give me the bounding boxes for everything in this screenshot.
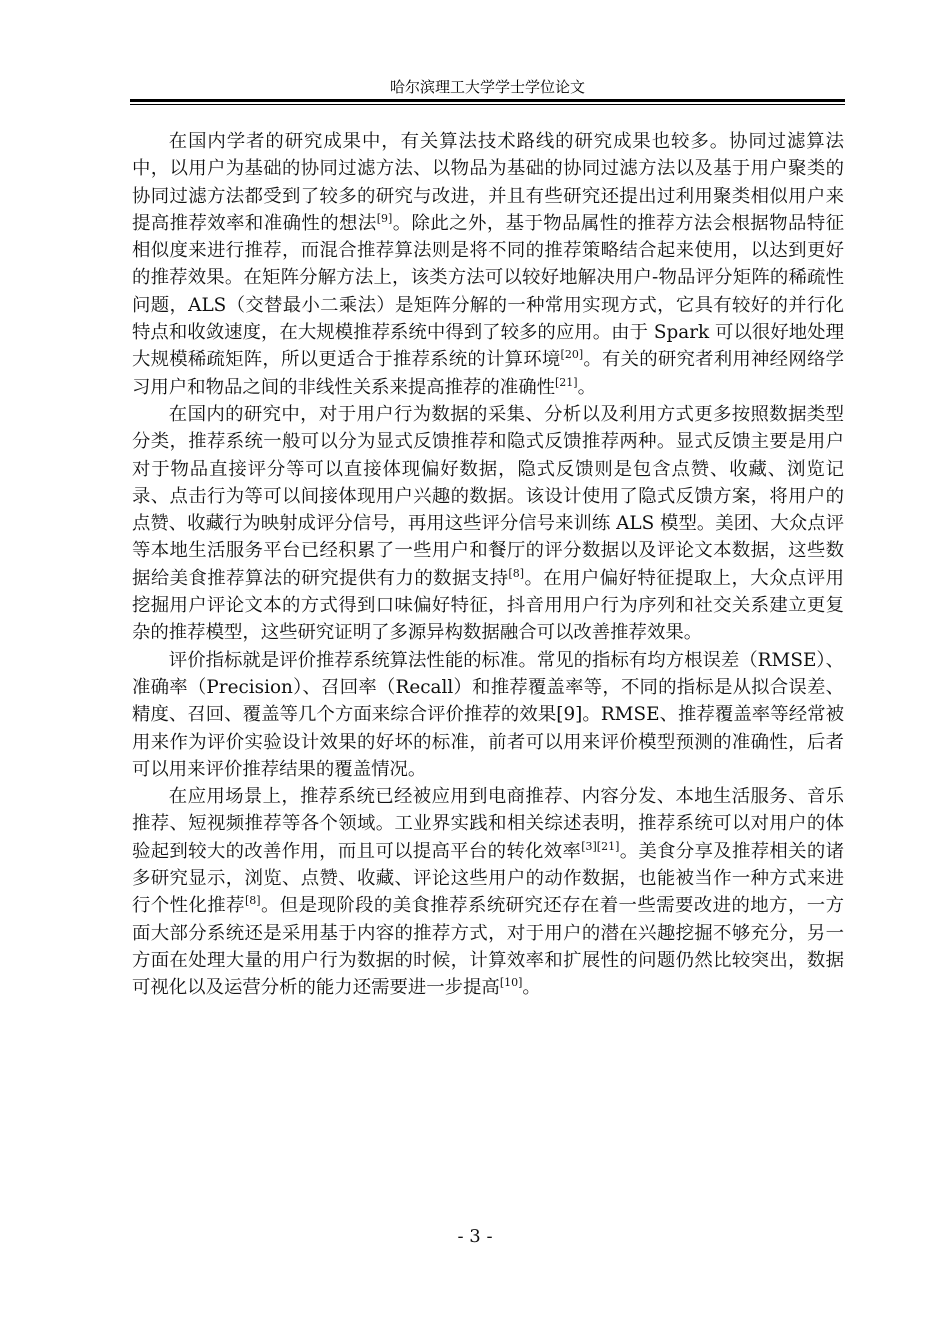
paragraph: [132, 647, 844, 783]
header-rule-thick: [130, 99, 845, 102]
citation: [9]: [376, 211, 393, 225]
text-run: 。美食分享及推荐相关的诸多研究显示，浏览、点赞、收藏、评论这些用户的动作数据，也能被当作一种方式来进行个性化推荐: [132, 840, 844, 917]
citation: [21]: [555, 375, 578, 389]
header-rule-thin: [130, 104, 845, 105]
body-text: [132, 128, 844, 1002]
text-run: 在国内学者的研究成果中，有关算法技术路线的研究成果也较多。协同过滤算法中，以用户为基础的协同过滤方法、以物品为基础的协同过滤方法以及基于用户聚类的协同过滤方法都受到了较多的研究与改进，并且有些研究还提出过利用聚类相似用户来提高推荐效率和准确性的想法: [132, 131, 844, 234]
paragraph: [132, 401, 844, 647]
running-header: 哈尔滨理工大学学士学位论文: [389, 78, 585, 96]
text-run: 。: [577, 376, 596, 398]
text-run: 。在用户偏好特征提取上，大众点评用挖掘用户评论文本的方式得到口味偏好特征，抖音用用户行为序列和社交关系建立更复杂的推荐模型，这些研究证明了多源异构数据融合可以改善推荐效果。: [132, 567, 844, 644]
citation: [8]: [244, 894, 261, 908]
text-run: 。除此之外，基于物品属性的推荐方法会根据物品特征相似度来进行推荐，而混合推荐算法则是将不同的推荐策略结合起来使用，以达到更好的推荐效果。在矩阵分解方法上，该类方法可以较好地解决用户-物品评分矩阵的稀疏性问题，ALS（交替最小二乘法）是矩阵分解的一种常用实现方式，它具有较好的并行化特点和收敛速度，在大规模推荐系统中得到了较多的应用。由于 Spark 可以很好地处理大规模稀疏矩阵，所以更适合于推荐系统的计算环境: [132, 212, 844, 371]
paragraph: [132, 783, 844, 1001]
text-run: 在应用场景上，推荐系统已经被应用到电商推荐、内容分发、本地生活服务、音乐推荐、短视频推荐等各个领域。工业界实践和相关综述表明，推荐系统可以对用户的体验起到较大的改善作用，而且可以提高平台的转化效率: [132, 786, 844, 862]
paragraph: [132, 128, 844, 401]
page-number: - 3 -: [457, 1226, 493, 1247]
text-run: 。有关的研究者利用神经网络学习用户和物品之间的非线性关系来提高推荐的准确性: [132, 349, 844, 398]
citation: [10]: [499, 976, 523, 990]
citation: [20]: [560, 348, 584, 362]
citation: [3][21]: [581, 839, 620, 853]
text-run: 评价指标就是评价推荐系统算法性能的标准。常见的指标有均方根误差（RMSE）、准确率（Precision）、召回率（Recall）和推荐覆盖率等，不同的指标是从拟合误差、精度、召回、覆盖等几个方面来综合评价推荐的效果[9]。RMSE、推荐覆盖率等经常被用来作为评价实验设计效果的好坏的标准，前者可以用来评价模型预测的准确性，后者可以用来评价推荐结果的覆盖情况。: [132, 649, 844, 780]
text-run: 。: [522, 977, 541, 999]
text-run: 在国内的研究中，对于用户行为数据的采集、分析以及利用方式更多按照数据类型分类，推荐系统一般可以分为显式反馈推荐和隐式反馈推荐两种。显式反馈主要是用户对于物品直接评分等可以直接体现偏好数据，隐式反馈则是包含点赞、收藏、浏览记录、点击行为等可以间接体现用户兴趣的数据。该设计使用了隐式反馈方案，将用户的点赞、收藏行为映射成评分信号，再用这些评分信号来训练 ALS 模型。美团、大众点评等本地生活服务平台已经积累了一些用户和餐厅的评分数据以及评论文本数据，这些数据给美食推荐算法的研究提供有力的数据支持: [132, 403, 844, 589]
text-run: 。但是现阶段的美食推荐系统研究还存在着一些需要改进的地方，一方面大部分系统还是采用基于内容的推荐方式，对于用户的潜在兴趣挖掘不够充分，另一方面在处理大量的用户行为数据的时候，计算效率和扩展性的问题仍然比较突出，数据可视化以及运营分析的能力还需要进一步提高: [132, 895, 844, 999]
citation: [8]: [508, 566, 525, 580]
